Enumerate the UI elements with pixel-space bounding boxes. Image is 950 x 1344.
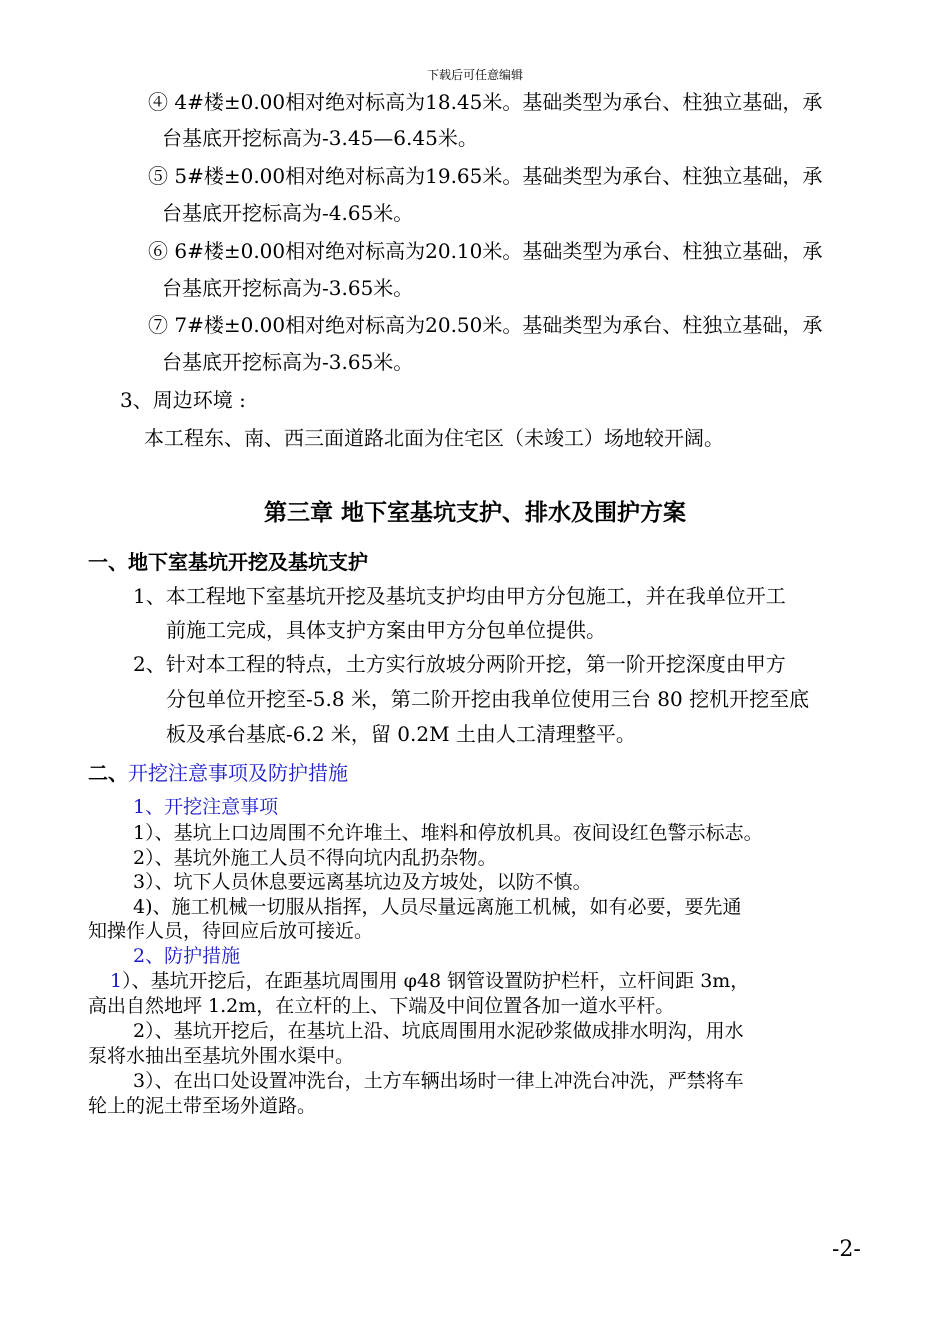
building-4-line2: 台基底开挖标高为-3.45—6.45米。 [162, 126, 478, 150]
environment-text: 本工程东、南、西三面道路北面为住宅区（未竣工）场地较开阔。 [144, 426, 724, 450]
section1-item2-line3: 板及承台基底-6.2 米，留 0.2M 土由人工清理整平。 [166, 722, 636, 746]
page-header: 下载后可任意编辑 [426, 68, 523, 82]
protection-item-2-line1: 2）、基坑开挖后，在基坑上沿、坑底周围用水泥砂浆做成排水明沟，用水 [133, 1020, 744, 1042]
building-5-line1: ⑤ 5#楼±0.00相对绝对标高为19.65米。基础类型为承台、柱独立基础，承 [148, 164, 823, 188]
precaution-item-2: 2）、基坑外施工人员不得向坑内乱扔杂物。 [133, 847, 497, 869]
protection-item-3-line2: 轮上的泥土带至场外道路。 [88, 1095, 317, 1117]
building-4-line1: ④ 4#楼±0.00相对绝对标高为18.45米。基础类型为承台、柱独立基础，承 [148, 90, 823, 114]
building-7-line2: 台基底开挖标高为-3.65米。 [162, 350, 414, 374]
section1-title: 一、地下室基坑开挖及基坑支护 [88, 550, 368, 574]
protection-item-1-number: 1 [110, 970, 123, 992]
protection-item-3-line1: 3）、在出口处设置冲洗台，土方车辆出场时一律上冲洗台冲洗，严禁将车 [133, 1070, 744, 1092]
precaution-item-1: 1）、基坑上口边周围不允许堆土、堆料和停放机具。夜间设红色警示标志。 [133, 822, 763, 844]
building-6-line2: 台基底开挖标高为-3.65米。 [162, 276, 414, 300]
protection-item-1-text: ）、基坑开挖后，在距基坑周围用 φ48 钢管设置防护栏杆，立杆间距 3m， [122, 970, 750, 992]
environment-heading: 3、周边环境 : [120, 388, 246, 412]
building-7-line1: ⑦ 7#楼±0.00相对绝对标高为20.50米。基础类型为承台、柱独立基础，承 [148, 313, 823, 337]
section2-title [88, 757, 348, 786]
precaution-item-3: 3）、坑下人员休息要远离基坑边及方坡处，以防不慎。 [133, 871, 592, 893]
section1-item2-line1: 2、针对本工程的特点，土方实行放坡分两阶开挖，第一阶开挖深度由甲方 [133, 652, 786, 676]
section1-item1-line2: 前施工完成，具体支护方案由甲方分包单位提供。 [166, 618, 606, 642]
precaution-item-4-line2: 知操作人员，待回应后放可接近。 [88, 920, 374, 942]
page-number: -2- [832, 1237, 861, 1262]
protection-item-2-line2: 泵将水抽出至基坑外围水渠中。 [88, 1045, 355, 1067]
section2-title-prefix: 二、 [88, 761, 128, 785]
section1-item2-line2: 分包单位开挖至-5.8 米，第二阶开挖由我单位使用三台 80 挖机开挖至底 [166, 687, 810, 711]
precaution-item-4-line1: 4)、施工机械一切服从指挥，人员尽量远离施工机械，如有必要，要先通 [133, 896, 742, 918]
protection-item-1-line2: 高出自然地坪 1.2m，在立杆的上、下端及中间位置各加一道水平杆。 [88, 995, 675, 1017]
building-6-line1: ⑥ 6#楼±0.00相对绝对标高为20.10米。基础类型为承台、柱独立基础，承 [148, 239, 823, 263]
chapter-title: 第三章 地下室基坑支护、排水及围护方案 [263, 499, 686, 526]
section1-item1-line1: 1、本工程地下室基坑开挖及基坑支护均由甲方分包施工，并在我单位开工 [133, 584, 786, 608]
subsection-precautions-title: 1、开挖注意事项 [133, 796, 279, 818]
subsection-protection-title: 2、防护措施 [133, 945, 241, 967]
building-5-line2: 台基底开挖标高为-4.65米。 [162, 201, 414, 225]
section2-title-text: 开挖注意事项及防护措施 [128, 761, 348, 785]
protection-item-1-line1 [110, 966, 749, 993]
